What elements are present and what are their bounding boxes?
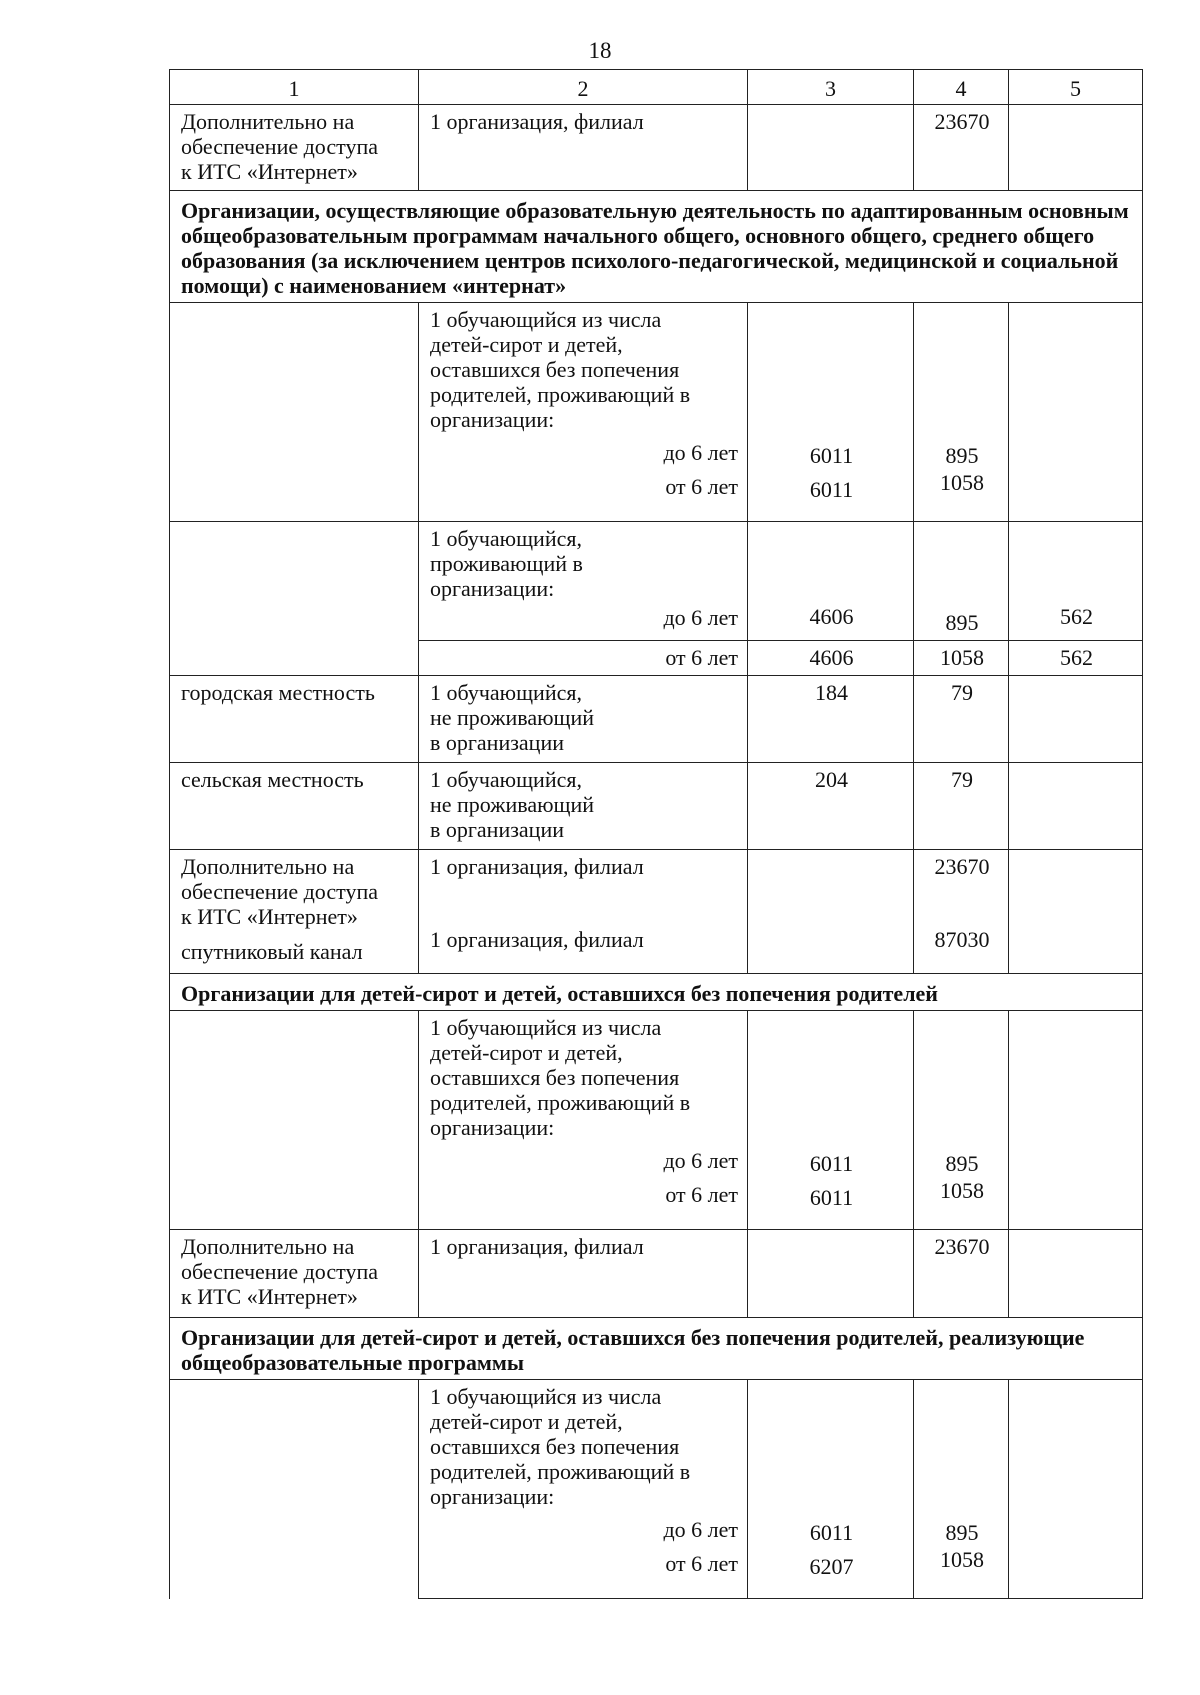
value-cell: 1058 xyxy=(914,641,1009,676)
table-row xyxy=(170,676,1143,763)
column-number-row xyxy=(170,70,1143,105)
age-label: до 6 лет xyxy=(663,605,738,630)
unit-cell: 1 обучающийся, не проживающий в организации xyxy=(419,763,748,850)
age-label: от 6 лет xyxy=(665,1551,738,1576)
value: 6011 xyxy=(809,1520,854,1545)
value: 895 xyxy=(945,610,979,635)
age-label: до 6 лет xyxy=(663,440,738,465)
value-cell xyxy=(1009,1011,1143,1230)
unit-description: 1 обучающийся из числа детей-сирот и детей, оставшихся без попечения родителей, проживающий в организации: xyxy=(430,307,691,432)
value-cell xyxy=(748,850,914,974)
value: 4606 xyxy=(809,604,854,629)
category-cell: Дополнительно на обеспечение доступа к ИТС «Интернет» xyxy=(170,105,419,191)
value-cell: 204 xyxy=(748,763,914,850)
column-number: 1 xyxy=(170,70,419,105)
value: 23670 xyxy=(934,854,990,879)
age-label: от 6 лет xyxy=(665,1182,738,1207)
value-cell xyxy=(914,303,1009,522)
unit-description: 1 обучающийся из числа детей-сирот и детей, оставшихся без попечения родителей, проживающий в организации: xyxy=(430,1015,691,1140)
section-row xyxy=(170,974,1143,1011)
table-row xyxy=(170,1011,1143,1230)
age-label: от 6 лет xyxy=(665,645,738,670)
unit-cell: 1 организация, филиал xyxy=(419,105,748,191)
age-label: от 6 лет xyxy=(665,474,738,499)
value: 562 xyxy=(1060,604,1093,629)
value-cell xyxy=(914,1011,1009,1230)
value-cell xyxy=(914,1380,1009,1599)
value-cell xyxy=(1009,850,1143,974)
value-cell: 79 xyxy=(914,676,1009,763)
value-cell: 4606 xyxy=(748,641,914,676)
age-label: до 6 лет xyxy=(663,1517,738,1542)
unit-cell xyxy=(419,1011,748,1230)
column-number: 2 xyxy=(419,70,748,105)
value-cell: 23670 xyxy=(914,1230,1009,1318)
unit-cell xyxy=(419,1380,748,1599)
value: 87030 xyxy=(934,927,990,952)
value-cell xyxy=(1009,522,1143,641)
unit-description: 1 обучающийся из числа детей-сирот и детей, оставшихся без попечения родителей, проживающий в организации: xyxy=(430,1384,691,1509)
unit-description: 1 организация, филиал xyxy=(430,927,644,952)
value: 6011 xyxy=(809,443,854,468)
unit-cell xyxy=(419,303,748,522)
category-cell: городская местность xyxy=(170,676,419,763)
section-heading: Организации для детей-сирот и детей, оставшихся без попечения родителей xyxy=(170,974,1143,1011)
table-row xyxy=(170,105,1143,191)
value: 6207 xyxy=(809,1554,854,1579)
value: 895 xyxy=(945,1151,979,1176)
table-row xyxy=(170,850,1143,974)
unit-description: 1 обучающийся, проживающий в организации: xyxy=(430,526,583,601)
value: 895 xyxy=(945,1520,979,1545)
value: 1058 xyxy=(940,1178,984,1203)
value-cell xyxy=(1009,1380,1143,1599)
value-cell: 562 xyxy=(1009,641,1143,676)
category-text: спутниковый канал xyxy=(181,939,363,964)
value-cell xyxy=(748,1230,914,1318)
unit-cell xyxy=(419,850,748,974)
value: 6011 xyxy=(809,1151,854,1176)
value-cell xyxy=(748,1011,914,1230)
page-number: 18 xyxy=(588,38,612,63)
tariff-table xyxy=(169,69,1143,1599)
section-heading: Организации для детей-сирот и детей, оставшихся без попечения родителей, реализующие общеобразовательные программы xyxy=(170,1318,1143,1380)
value: 1058 xyxy=(940,1547,984,1572)
column-number: 5 xyxy=(1009,70,1143,105)
unit-cell: 1 обучающийся, не проживающий в организации xyxy=(419,676,748,763)
category-cell: сельская местность xyxy=(170,763,419,850)
category-cell xyxy=(170,1011,419,1230)
section-row xyxy=(170,1318,1143,1380)
value-cell: 23670 xyxy=(914,105,1009,191)
value-cell xyxy=(748,1380,914,1599)
category-cell xyxy=(170,303,419,522)
value-cell xyxy=(914,850,1009,974)
value: 6011 xyxy=(809,477,854,502)
unit-description: 1 организация, филиал xyxy=(430,854,644,879)
value-cell xyxy=(748,105,914,191)
column-number: 4 xyxy=(914,70,1009,105)
section-row xyxy=(170,191,1143,303)
value: 895 xyxy=(945,443,979,468)
value-cell xyxy=(1009,676,1143,763)
category-cell xyxy=(170,850,419,974)
value-cell xyxy=(1009,303,1143,522)
category-cell xyxy=(170,1380,419,1599)
value-cell xyxy=(1009,105,1143,191)
unit-cell xyxy=(419,641,748,676)
table-row xyxy=(170,1230,1143,1318)
value-cell xyxy=(748,303,914,522)
category-cell xyxy=(170,522,419,676)
value-cell: 79 xyxy=(914,763,1009,850)
category-cell: Дополнительно на обеспечение доступа к ИТС «Интернет» xyxy=(170,1230,419,1318)
value-cell xyxy=(748,522,914,641)
age-label: до 6 лет xyxy=(663,1148,738,1173)
table-row xyxy=(170,763,1143,850)
value-cell xyxy=(914,522,1009,641)
unit-cell xyxy=(419,522,748,641)
category-text: Дополнительно на обеспечение доступа к ИТС «Интернет» xyxy=(181,854,378,929)
section-heading: Организации, осуществляющие образовательную деятельность по адаптированным основным общеобразовательным программам начального общего, основного общего, среднего общего образования (за исключением центров психолого-педагогической, медицинской и социальной помощи) с наименованием «интернат» xyxy=(170,191,1143,303)
table-row xyxy=(170,303,1143,522)
table-row xyxy=(170,1380,1143,1599)
value-cell xyxy=(1009,1230,1143,1318)
value: 6011 xyxy=(809,1185,854,1210)
unit-cell: 1 организация, филиал xyxy=(419,1230,748,1318)
table-row xyxy=(170,522,1143,641)
value-cell: 184 xyxy=(748,676,914,763)
value: 1058 xyxy=(940,470,984,495)
column-number: 3 xyxy=(748,70,914,105)
value-cell xyxy=(1009,763,1143,850)
